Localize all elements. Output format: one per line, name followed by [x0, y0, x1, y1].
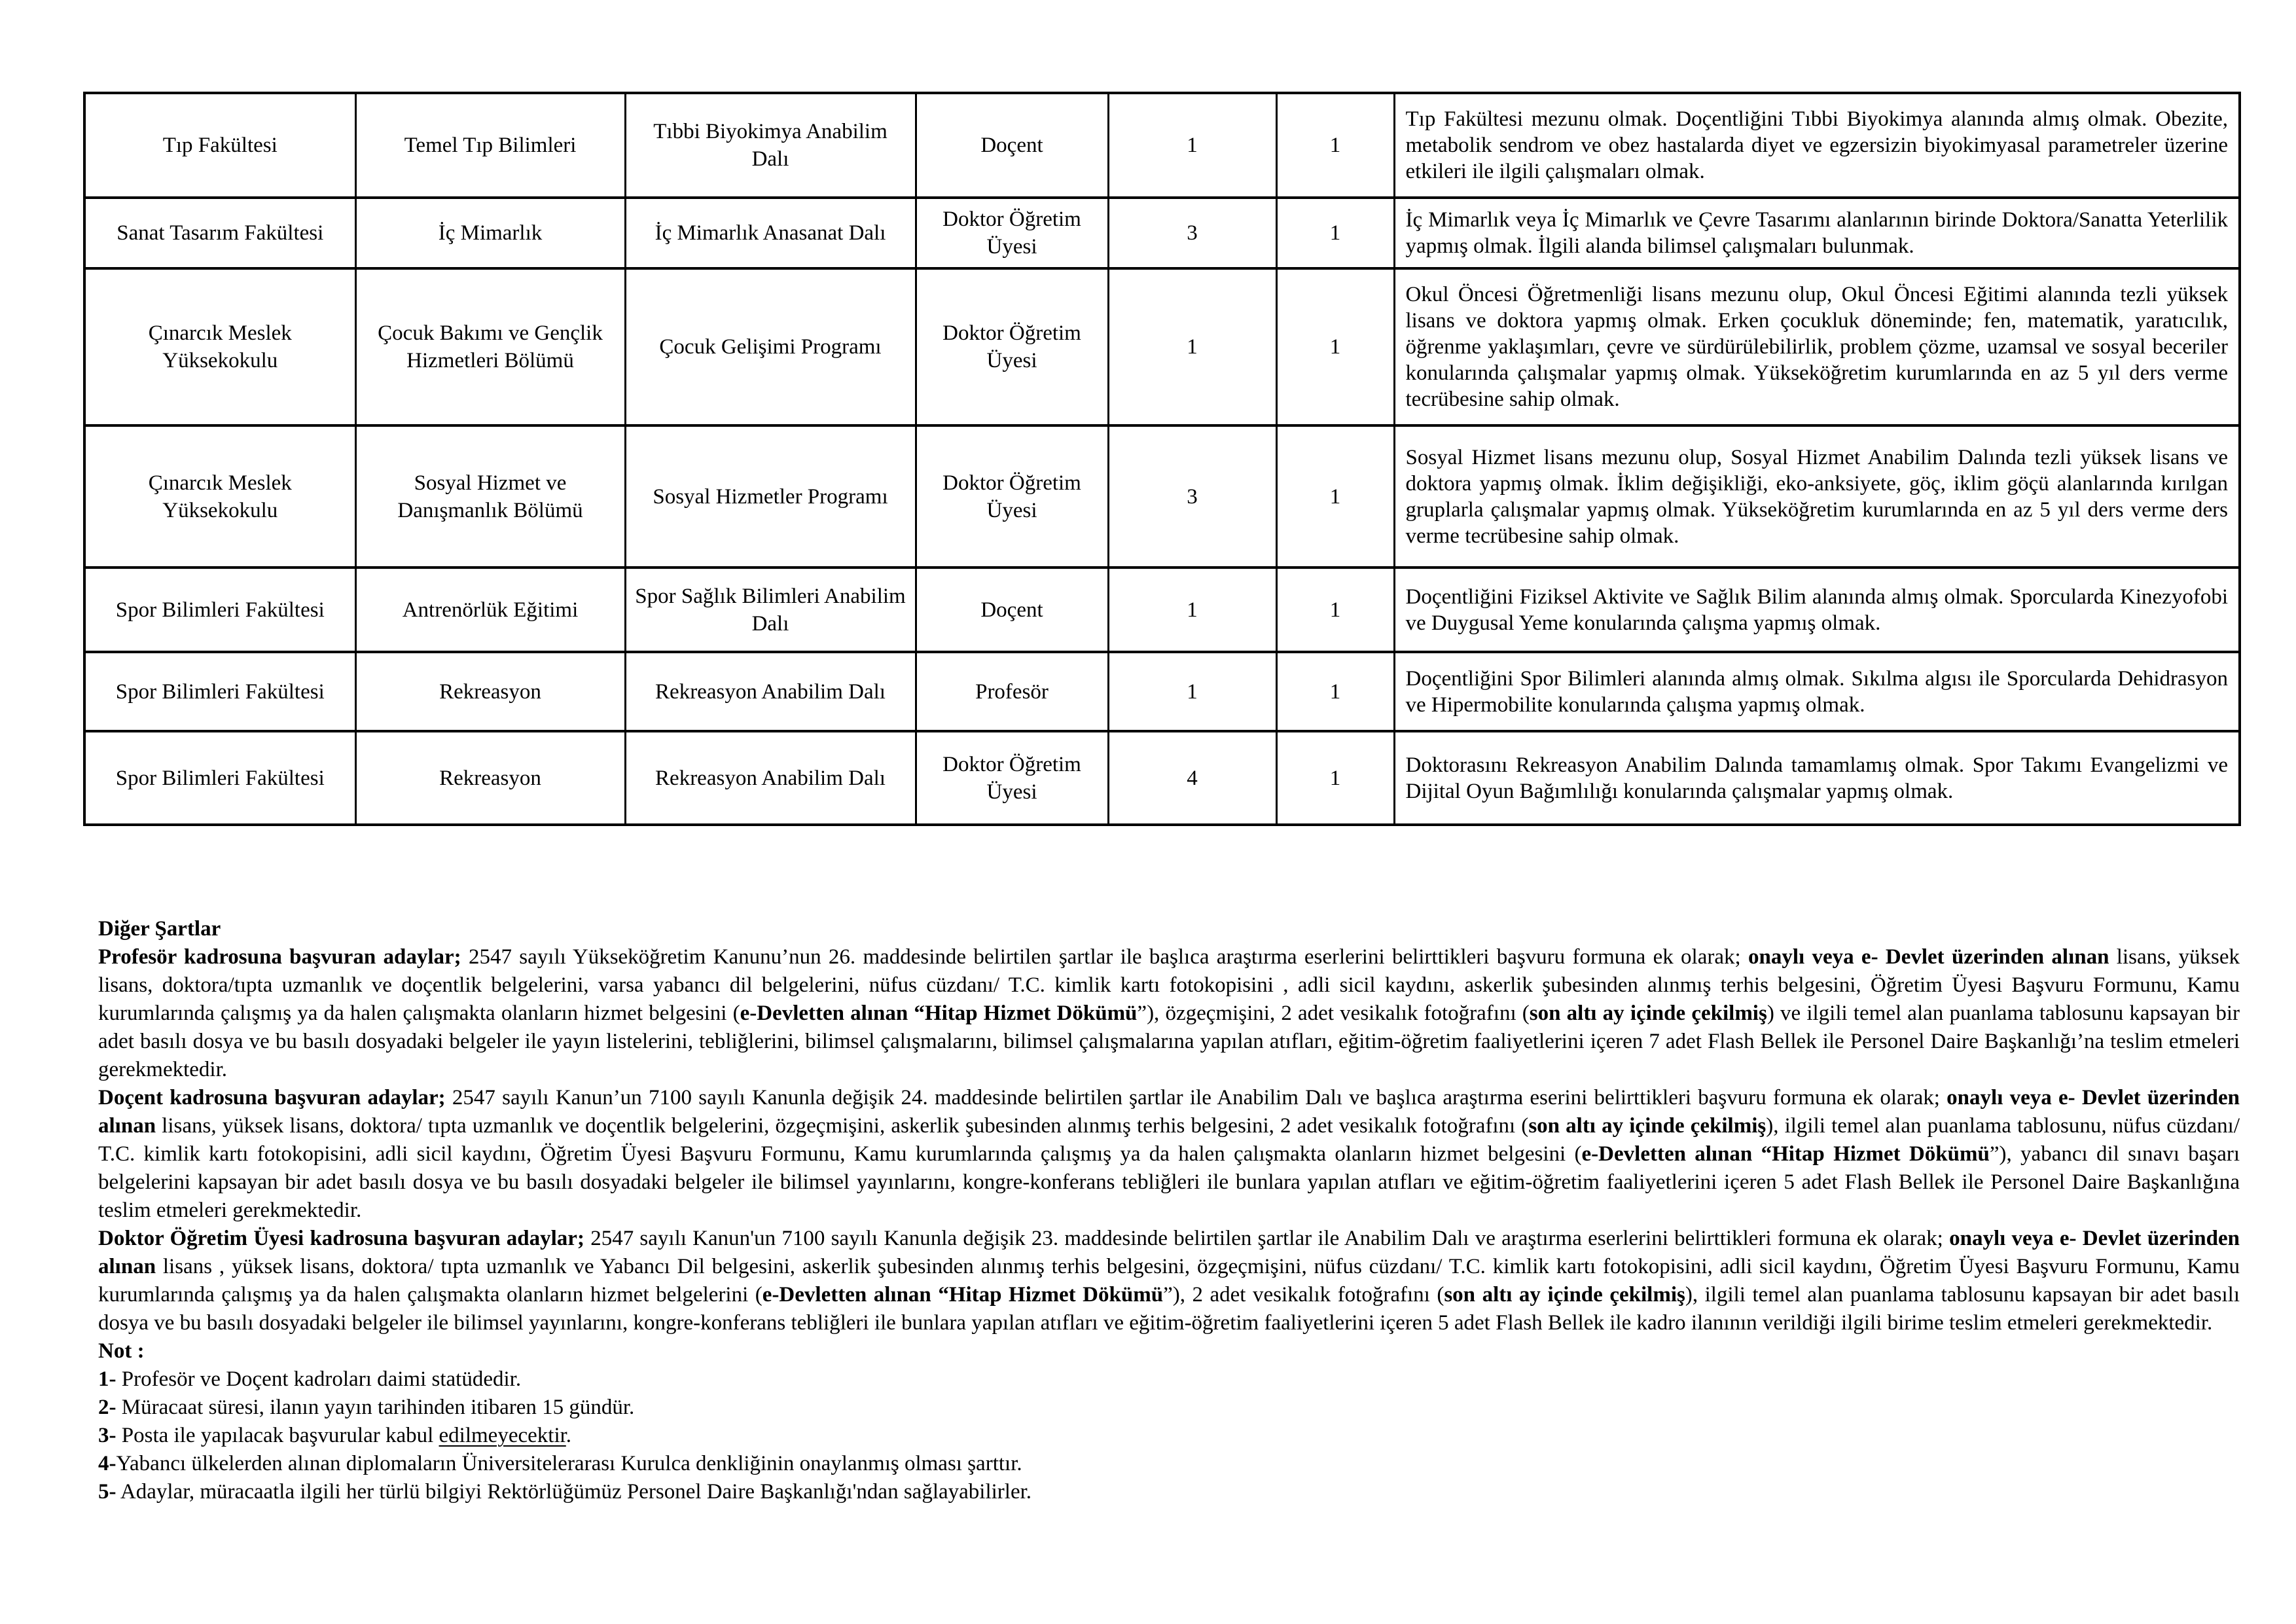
- bold-text-run: 5-: [98, 1480, 117, 1504]
- text-run: lisans, yüksek lisans, doktora/ tıpta uzmanlık ve doçentlik belgelerini, özgeçmişini, askerlik şubesinden alınmış terhis belgesini, 2 adet vesikalık fotoğrafını (: [156, 1114, 1529, 1138]
- other-conditions-heading: Diğer Şartlar: [98, 917, 221, 941]
- notes-block: [98, 1337, 2240, 1506]
- bold-text-run: e-Devletten alınan “Hitap Hizmet Dökümü: [740, 1001, 1138, 1025]
- table-row: [84, 198, 2240, 268]
- table-cell-requirements: Doçentliğini Fiziksel Aktivite ve Sağlık Bilim alanında almış olmak. Sporcularda Kinezyofobi ve Duygusal Yeme konularında çalışma yapmış olmak.: [1394, 568, 2240, 652]
- table-cell-program: Sosyal Hizmetler Programı: [625, 425, 916, 568]
- other-conditions-paragraphs: [98, 943, 2240, 1337]
- text-run: ) ve ilgili temel alan puanlama tablosunu kapsayan bir adet basılı dosya ve bu basılı dosyadaki belgeler ile yayın listelerini, tebliğlerini, bilimsel çalışmalarını, bilimsel çalışmalarına yapılan atıfları, eğitim-öğretim faaliyetlerini içeren 7 adet Flash Bellek ile Personel Daire Başkanlığı’na teslim etmeleri gerekmektedir.: [98, 1001, 2240, 1081]
- note-item: [98, 1365, 2240, 1394]
- requirements-paragraph: [98, 943, 2240, 1084]
- table-cell-quota: 3: [1108, 198, 1276, 268]
- table-cell-grade: 1: [1276, 731, 1394, 825]
- table-cell-department: Rekreasyon: [355, 652, 625, 731]
- table-cell-title: Doçent: [916, 93, 1108, 198]
- table-row: [84, 652, 2240, 731]
- table-cell-title: Doktor Öğretim Üyesi: [916, 268, 1108, 425]
- text-run: lisans, yüksek lisans, doktora/tıpta uzmanlık ve doçentlik belgelerini, varsa yabancı dil belgelerini, nüfus cüzdanı/ T.C. kimlik kartı fotokopisini , adli sicil kaydını, askerlik şubesinden alınmış terhis belgesini, Öğretim Üyesi Başvuru Formunu, Kamu kurumlarında çalışmış ya da halen çalışmakta olanların hizmet belgesini (: [98, 945, 2240, 1025]
- table-cell-quota: 1: [1108, 268, 1276, 425]
- bold-text-run: onaylı veya e- Devlet üzerinden alınan: [1748, 945, 2109, 969]
- table-cell-grade: 1: [1276, 93, 1394, 198]
- text-run: Yabancı ülkelerden alınan diplomaların Üniversitelerarası Kurulca denkliğinin onaylanmış olması şarttır.: [116, 1452, 1022, 1475]
- positions-table-body: [84, 93, 2240, 825]
- bold-text-run: 1-: [98, 1367, 117, 1391]
- table-cell-quota: 1: [1108, 93, 1276, 198]
- bold-text-run: son altı ay içinde çekilmiş: [1529, 1001, 1767, 1025]
- note-item: [98, 1478, 2240, 1506]
- table-cell-program: Çocuk Gelişimi Programı: [625, 268, 916, 425]
- requirements-paragraph: [98, 1225, 2240, 1337]
- table-row: [84, 268, 2240, 425]
- table-cell-faculty: Çınarcık Meslek Yüksekokulu: [84, 268, 355, 425]
- text-run: ), ilgili temel alan puanlama tablosunu, nüfus cüzdanı/ T.C. kimlik kartı fotokopisini, adli sicil kaydını, Öğretim Üyesi Başvuru Formunu, Kamu kurumlarında çalışmış ya da halen çalışmakta olanların hizmet belgesini (: [98, 1114, 2240, 1166]
- bold-text-run: 4-: [98, 1452, 117, 1475]
- text-run: Profesör ve Doçent kadroları daimi statüdedir.: [116, 1367, 522, 1391]
- text-run: 2547 sayılı Yükseköğretim Kanunu’nun 26. maddesinde belirtilen şartlar ile başlıca araştırma eserlerini belirttikleri başvuru formuna ek olarak;: [461, 945, 1748, 969]
- text-run: ”), 2 adet vesikalık fotoğrafını (: [1163, 1283, 1444, 1307]
- table-cell-requirements: Sosyal Hizmet lisans mezunu olup, Sosyal Hizmet Anabilim Dalında tezli yüksek lisans ve doktora yapmış olmak. İklim değişikliği, eko-anksiyete, göç, iklim göçü alanlarında kırılgan gruplarla çalışmalar yapmış olmak. Yükseköğretim kurumlarında en az 5 yıl ders verme ders verme tecrübesine sahip olmak.: [1394, 425, 2240, 568]
- requirements-paragraph: [98, 1084, 2240, 1225]
- bold-text-run: Doktor Öğretim Üyesi kadrosuna başvuran adaylar;: [98, 1227, 584, 1250]
- table-cell-quota: 1: [1108, 652, 1276, 731]
- bold-text-run: son altı ay içinde çekilmiş: [1528, 1114, 1767, 1138]
- table-cell-faculty: Spor Bilimleri Fakültesi: [84, 568, 355, 652]
- text-run: Posta ile yapılacak başvurular kabul: [116, 1424, 439, 1447]
- table-cell-title: Doktor Öğretim Üyesi: [916, 731, 1108, 825]
- table-cell-grade: 1: [1276, 652, 1394, 731]
- table-cell-grade: 1: [1276, 425, 1394, 568]
- text-run: ”), yabancı dil sınavı başarı belgelerini kapsayan bir adet basılı dosya ve bu basılı dosyadaki belgeler ile bilimsel yayınlarını, kongre-konferans tebliğleri ile bunlara yapılan atıfları ve eğitim-öğretim faaliyetlerini içeren 5 adet Flash Bellek ile Personel Daire Başkanlığına teslim etmeleri gerekmektedir.: [98, 1142, 2240, 1222]
- table-row: [84, 425, 2240, 568]
- table-cell-department: Rekreasyon: [355, 731, 625, 825]
- table-cell-quota: 3: [1108, 425, 1276, 568]
- positions-table: [83, 92, 2241, 826]
- notes-heading: Not :: [98, 1339, 145, 1363]
- note-item: [98, 1450, 2240, 1478]
- text-run: .: [565, 1424, 572, 1447]
- table-cell-department: Çocuk Bakımı ve Gençlik Hizmetleri Bölümü: [355, 268, 625, 425]
- notes-list: [98, 1365, 2240, 1506]
- table-cell-faculty: Tıp Fakültesi: [84, 93, 355, 198]
- table-cell-faculty: Sanat Tasarım Fakültesi: [84, 198, 355, 268]
- table-row: [84, 568, 2240, 652]
- bold-text-run: onaylı veya e- Devlet üzerinden alınan: [98, 1086, 2240, 1138]
- bold-text-run: son altı ay içinde çekilmiş: [1444, 1283, 1685, 1307]
- text-run: ), ilgili temel alan puanlama tablosunu kapsayan bir adet basılı dosya ve bu basılı dosyadaki belgeler ile bilimsel yayınlarını, kongre-konferans tebliğleri ile bunlara yapılan atıfları ve eğitim-öğretim faaliyetlerini içeren 5 adet Flash Bellek ile kadro ilanının verildiği ilgili birime teslim etmeleri gerekmektedir.: [98, 1283, 2240, 1335]
- table-cell-program: Spor Sağlık Bilimleri Anabilim Dalı: [625, 568, 916, 652]
- underlined-text-run: edilmeyecektir: [439, 1424, 566, 1447]
- table-cell-requirements: İç Mimarlık veya İç Mimarlık ve Çevre Tasarımı alanlarının birinde Doktora/Sanatta Yeterlilik yapmış olmak. İlgili alanda bilimsel çalışmaları bulunmak.: [1394, 198, 2240, 268]
- table-cell-title: Profesör: [916, 652, 1108, 731]
- table-cell-program: Tıbbi Biyokimya Anabilim Dalı: [625, 93, 916, 198]
- bold-text-run: Profesör kadrosuna başvuran adaylar;: [98, 945, 461, 969]
- text-run: 2547 sayılı Kanun’un 7100 sayılı Kanunla değişik 24. maddesinde belirtilen şartlar ile Anabilim Dalı ve başlıca araştırma eserini belirttikleri başvuru formuna ek olarak;: [445, 1086, 1947, 1110]
- table-cell-quota: 4: [1108, 731, 1276, 825]
- text-run: Adaylar, müracaatla ilgili her türlü bilgiyi Rektörlüğümüz Personel Daire Başkanlığı'ndan sağlayabilirler.: [116, 1480, 1032, 1504]
- bold-text-run: 3-: [98, 1424, 117, 1447]
- table-cell-grade: 1: [1276, 568, 1394, 652]
- table-cell-grade: 1: [1276, 198, 1394, 268]
- text-run: Müracaat süresi, ilanın yayın tarihinden itibaren 15 gündür.: [116, 1396, 635, 1419]
- note-item: [98, 1394, 2240, 1422]
- table-cell-department: Sosyal Hizmet ve Danışmanlık Bölümü: [355, 425, 625, 568]
- table-cell-requirements: Okul Öncesi Öğretmenliği lisans mezunu olup, Okul Öncesi Eğitimi alanında tezli yüksek lisans ve doktora yapmış olmak. Erken çocukluk döneminde; fen, matematik, yaratıcılık, öğrenme yaklaşımları, çevre ve sürdürülebilirlik, problem çözme, uzamsal ve sosyal beceriler konularında çalışmalar yapmış olmak. Yükseköğretim kurumlarında en az 5 yıl ders verme tecrübesine sahip olmak.: [1394, 268, 2240, 425]
- bold-text-run: Doçent kadrosuna başvuran adaylar;: [98, 1086, 446, 1110]
- other-conditions-section: [98, 915, 2240, 1506]
- table-cell-department: Temel Tıp Bilimleri: [355, 93, 625, 198]
- table-cell-title: Doçent: [916, 568, 1108, 652]
- table-cell-quota: 1: [1108, 568, 1276, 652]
- table-cell-program: Rekreasyon Anabilim Dalı: [625, 652, 916, 731]
- table-cell-grade: 1: [1276, 268, 1394, 425]
- table-cell-program: Rekreasyon Anabilim Dalı: [625, 731, 916, 825]
- table-cell-requirements: Doktorasını Rekreasyon Anabilim Dalında tamamlamış olmak. Spor Takımı Evangelizmi ve Dijital Oyun Bağımlılığı konularında çalışmalar yapmış olmak.: [1394, 731, 2240, 825]
- table-cell-department: İç Mimarlık: [355, 198, 625, 268]
- text-run: ”), özgeçmişini, 2 adet vesikalık fotoğrafını (: [1137, 1001, 1530, 1025]
- table-cell-faculty: Spor Bilimleri Fakültesi: [84, 731, 355, 825]
- table-row: [84, 731, 2240, 825]
- text-run: 2547 sayılı Kanun'un 7100 sayılı Kanunla değişik 23. maddesinde belirtilen şartlar ile Anabilim Dalı ve araştırma eserlerini belirttikleri formuna ek olarak;: [584, 1227, 1950, 1250]
- table-cell-program: İç Mimarlık Anasanat Dalı: [625, 198, 916, 268]
- table-cell-requirements: Tıp Fakültesi mezunu olmak. Doçentliğini Tıbbi Biyokimya alanında almış olmak. Obezite, metabolik sendrom ve obez hastalarda diyet ve egzersizin biyokimyasal parametreler üzerine etkileri ile ilgili çalışmaları olmak.: [1394, 93, 2240, 198]
- table-cell-requirements: Doçentliğini Spor Bilimleri alanında almış olmak. Sıkılma algısı ile Sporcularda Dehidrasyon ve Hipermobilite konularında çalışma yapmış olmak.: [1394, 652, 2240, 731]
- table-cell-title: Doktor Öğretim Üyesi: [916, 198, 1108, 268]
- note-item: [98, 1422, 2240, 1450]
- bold-text-run: e-Devletten alınan “Hitap Hizmet Dökümü: [1581, 1142, 1990, 1166]
- table-cell-title: Doktor Öğretim Üyesi: [916, 425, 1108, 568]
- table-row: [84, 93, 2240, 198]
- table-cell-faculty: Spor Bilimleri Fakültesi: [84, 652, 355, 731]
- bold-text-run: onaylı veya e- Devlet üzerinden alınan: [98, 1227, 2240, 1278]
- bold-text-run: 2-: [98, 1396, 117, 1419]
- table-cell-department: Antrenörlük Eğitimi: [355, 568, 625, 652]
- bold-text-run: e-Devletten alınan “Hitap Hizmet Dökümü: [762, 1283, 1164, 1307]
- table-cell-faculty: Çınarcık Meslek Yüksekokulu: [84, 425, 355, 568]
- text-run: lisans , yüksek lisans, doktora/ tıpta uzmanlık ve Yabancı Dil belgesini, askerlik şubesinden alınmış terhis belgesini, özgeçmişini, nüfus cüzdanı/ T.C. kimlik kartı fotokopisini, adli sicil kaydını, Öğretim Üyesi Başvuru Formunu, Kamu kurumlarında çalışmış ya da halen çalışmakta olanların hizmet belgelerini (: [98, 1255, 2240, 1307]
